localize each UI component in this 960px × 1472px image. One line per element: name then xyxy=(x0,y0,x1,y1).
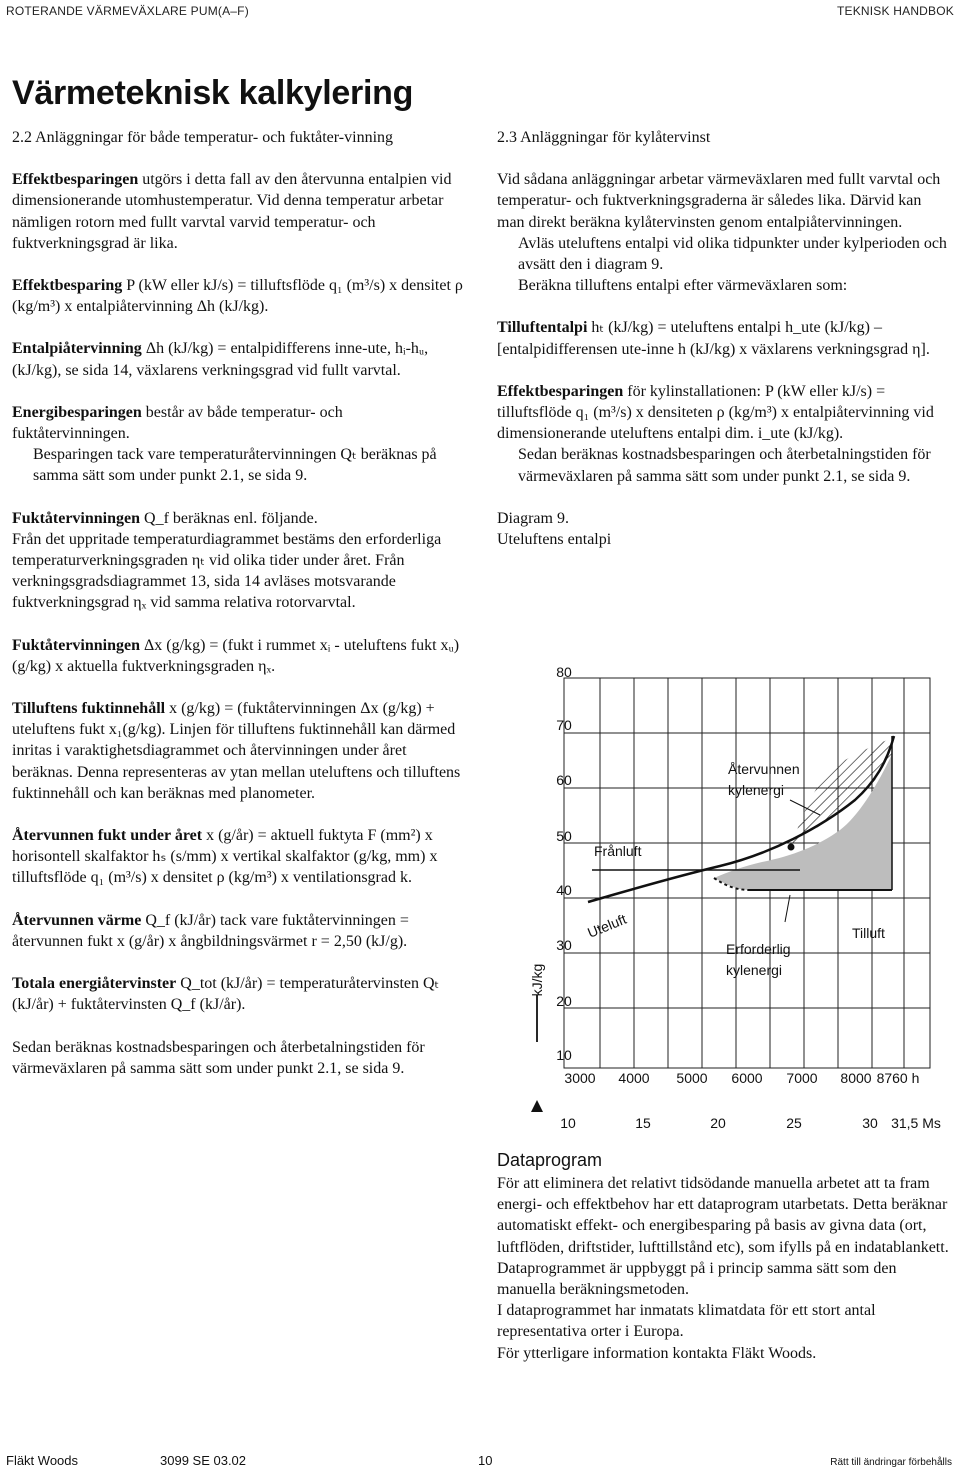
term: Fuktåtervinningen xyxy=(12,636,141,654)
y-tick: 60 xyxy=(556,772,572,788)
page-title: Värmeteknisk kalkylering xyxy=(12,74,414,112)
text: Q_f (kJ/år) tack vare fuktåtervinningen = återvunnen fukt x (g/år) x ångbildningsvärmet r = 2,50 (kJ/g). xyxy=(12,911,409,950)
label-outdoor-air: Uteluft xyxy=(585,910,629,941)
x-tick-ms: 20 xyxy=(710,1115,726,1131)
section-heading-2-3: 2.3 Anläggningar för kylåtervinst xyxy=(497,129,711,146)
text: P (kW eller kJ/s) = tilluftsflöde q₁ (m³/s) x densitet ρ (kg/m³) x entalpiåtervinning Δh (kJ/kg). xyxy=(12,277,463,316)
text: Q_f beräknas enl. följande. xyxy=(140,509,318,527)
text: hₜ (kJ/kg) = uteluftens entalpi h_ute (kJ/kg) – [entalpidifferensen ute-inne h (kJ/kg) x växlarens verkningsgrad η]. xyxy=(497,319,930,358)
footer-rights: Rätt till ändringar förbehålls xyxy=(830,1457,952,1468)
term: Återvunnen värme xyxy=(12,911,142,929)
paragraph: Sedan beräknas kostnadsbesparingen och återbetalningstiden för värmeväxlaren på samma sätt som under punkt 2.1, se sida 9. xyxy=(518,446,931,485)
y-tick: 30 xyxy=(556,937,572,953)
text: utgörs i detta fall av den återvunna entalpien vid dimensionerande utomhustemperatur. Vid denna temperatur arbetar nämligen rotorn med fullt varvtal varvid temperatur- och fuktverkningsgrad är lika. xyxy=(12,171,452,252)
paragraph xyxy=(12,169,464,254)
paragraph xyxy=(12,635,464,677)
x-tick-ms: 25 xyxy=(786,1115,802,1131)
paragraph xyxy=(497,317,949,359)
x-tick-hours: 7000 xyxy=(786,1070,818,1086)
paragraph: För att eliminera det relativt tidsödande manuella arbetet att ta fram energi- och effektbehov har ett dataprogram utarbetats. Detta beräknar automatiskt effekt- och energibesparing på basis av givna data (ort, luftflöden, driftstider, lufttillstånd etc), som ifylls på en indatablankett. Dataprogrammet är uppbyggt på i princip samma sätt som den manuella beräkningsmetoden. xyxy=(497,1175,949,1299)
label-required-cooling: Erforderlig xyxy=(726,941,791,957)
x-tick-hours: 4000 xyxy=(618,1070,650,1086)
y-axis-label: kJ/kg xyxy=(529,963,545,997)
term: Totala energiåtervinster xyxy=(12,975,177,993)
header-right: TEKNISK HANDBOK xyxy=(836,4,954,18)
header-left: ROTERANDE VÄRMEVÄXLARE PUM(A–F) xyxy=(6,4,249,18)
paragraph xyxy=(12,508,464,529)
label-recovered-cooling: Återvunnen xyxy=(728,761,800,777)
x-tick-hours: 8000 xyxy=(840,1070,872,1086)
dataprogram-section xyxy=(497,1150,949,1364)
text: x (g/år) = aktuell fuktyta F (mm²) x horisontell skalfaktor hₛ (s/mm) x vertikal skalfaktor (g/kg, mm) x tilluftsflöde q₁ (m³/s) x densitet ρ (kg/m³) x ventilationsgrad k. xyxy=(12,827,438,887)
x-tick-ms: 10 xyxy=(560,1115,576,1131)
text: Δh (kJ/kg) = entalpidifferens inne-ute, hᵢ-hᵤ, (kJ/kg), se sida 14, växlarens verkningsgrad vid fullt varvtal. xyxy=(12,340,429,379)
text: Δx (g/kg) = (fukt i rummet xᵢ - uteluftens fukt xᵤ) (g/kg) x aktuella fuktverkningsgraden ηₓ. xyxy=(12,636,460,675)
x-tick-hours: 5000 xyxy=(676,1070,708,1086)
paragraph xyxy=(497,381,949,445)
paragraph xyxy=(12,338,464,380)
y-tick: 10 xyxy=(556,1047,572,1063)
text: x (g/kg) = (fuktåtervinningen Δx (g/kg) + uteluftens fukt x₁(g/kg). Linjen för tilluftens fuktinnehåll kan därmed inritas i varaktighetsdiagrammet och återvinningen under året beräknas. Denna representeras av ytan mellan uteluftens och tilluftens fuktinnehåll och kan beräknas med planometer. xyxy=(12,700,461,802)
term: Effektbesparingen xyxy=(12,171,139,189)
text: Q_tot (kJ/år) = temperaturåtervinsten Qₜ (kJ/år) + fuktåtervinsten Q_f (kJ/år). xyxy=(12,975,440,1014)
y-tick: 80 xyxy=(556,664,572,680)
section-heading-2-2: 2.2 Anläggningar för både temperatur- och fuktåter-vinning xyxy=(12,129,394,146)
paragraph: Vid sådana anläggningar arbetar värmeväxlaren med fullt varvtal och temperatur- och fuktverkningsgraderna är således lika. Därvid kan man direkt beräkna kylåtervinsten genom entalpiåtervinningen. xyxy=(497,171,941,231)
enthalpy-diagram xyxy=(500,650,960,1140)
diagram-title: Diagram 9. xyxy=(497,509,569,527)
paragraph: Sedan beräknas kostnadsbesparingen och återbetalningstiden för värmeväxlaren på samma sätt som under punkt 2.1, se sida 9. xyxy=(12,1038,425,1077)
paragraph: I dataprogrammet har inmatats klimatdata för ett stort antal representativa orter i Europa. xyxy=(497,1302,876,1341)
paragraph xyxy=(12,275,464,317)
y-tick: 40 xyxy=(556,882,572,898)
paragraph xyxy=(12,825,464,889)
x-tick-hours: 3000 xyxy=(564,1070,596,1086)
term: Tilluftens fuktinnehåll xyxy=(12,700,166,718)
right-column xyxy=(497,127,949,550)
footer-code: 3099 SE 03.02 xyxy=(160,1453,247,1468)
paragraph: Avläs uteluftens entalpi vid olika tidpunkter under kylperioden och avsätt den i diagram 9. xyxy=(518,234,947,274)
paragraph: Från det uppritade temperaturdiagrammet bestäms den erforderliga temperaturverkningsgraden ηₜ vid olika tider under året. Från verkningsgradsdiagrammet 13, sida 14 avläses motsvarande fuktverkningsgrad ηₓ vid samma relativa rotorvarvtal. xyxy=(12,530,442,612)
label-supply-air: Tilluft xyxy=(852,925,885,941)
diagram-subtitle: Uteluftens entalpi xyxy=(497,531,612,549)
term: Energibesparingen xyxy=(12,403,142,421)
paragraph xyxy=(12,910,464,952)
term: Fuktåtervinningen xyxy=(12,509,141,527)
x-tick-hours: 8760 h xyxy=(876,1070,920,1086)
y-tick: 70 xyxy=(556,717,572,733)
y-tick: 50 xyxy=(556,828,572,844)
leader-line xyxy=(785,895,790,922)
y-tick: 20 xyxy=(556,993,572,1009)
text: består av både temperatur- och fuktåtervinningen. xyxy=(12,403,343,443)
x-tick-ms: 31,5 Ms xyxy=(891,1115,941,1131)
term: Entalpiåtervinning xyxy=(12,340,142,358)
paragraph xyxy=(12,973,464,1015)
term: Återvunnen fukt under året xyxy=(12,827,203,845)
dataprogram-text xyxy=(497,1173,949,1364)
paragraph: För ytterligare information kontakta Fläkt Woods. xyxy=(497,1344,817,1362)
footer-page-number: 10 xyxy=(478,1453,493,1468)
label-recovered-cooling: kylenergi xyxy=(728,782,785,798)
term: Effektbesparingen xyxy=(497,382,624,400)
footer-company: Fläkt Woods xyxy=(6,1453,79,1468)
y-axis-arrow-icon xyxy=(531,1100,543,1112)
term: Tilluftentalpi xyxy=(497,319,588,337)
label-exhaust-air: Frånluft xyxy=(594,843,642,859)
paragraph xyxy=(12,402,464,444)
label-required-cooling: kylenergi xyxy=(726,962,783,978)
section-heading-dataprogram: Dataprogram xyxy=(497,1150,603,1170)
term: Effektbesparing xyxy=(12,277,123,295)
x-tick-ms: 30 xyxy=(862,1115,878,1131)
x-tick-hours: 6000 xyxy=(731,1070,763,1086)
paragraph xyxy=(12,698,464,804)
paragraph: Besparingen tack vare temperaturåtervinningen Qₜ beräknas på samma sätt som under punkt 2.1, se sida 9. xyxy=(33,446,437,485)
design-point xyxy=(788,844,795,851)
left-column xyxy=(12,127,464,1079)
text: för kylinstallationen: P (kW eller kJ/s) = tilluftsflöde q₁ (m³/s) x densiteten ρ (kg/m³) x entalpiåtervinning vid dimensionerande uteluftens entalpi dim. i_ute (kJ/kg). xyxy=(497,382,934,443)
paragraph: Beräkna tilluftens entalpi efter värmeväxlaren som: xyxy=(518,277,848,295)
x-tick-ms: 15 xyxy=(635,1115,651,1131)
